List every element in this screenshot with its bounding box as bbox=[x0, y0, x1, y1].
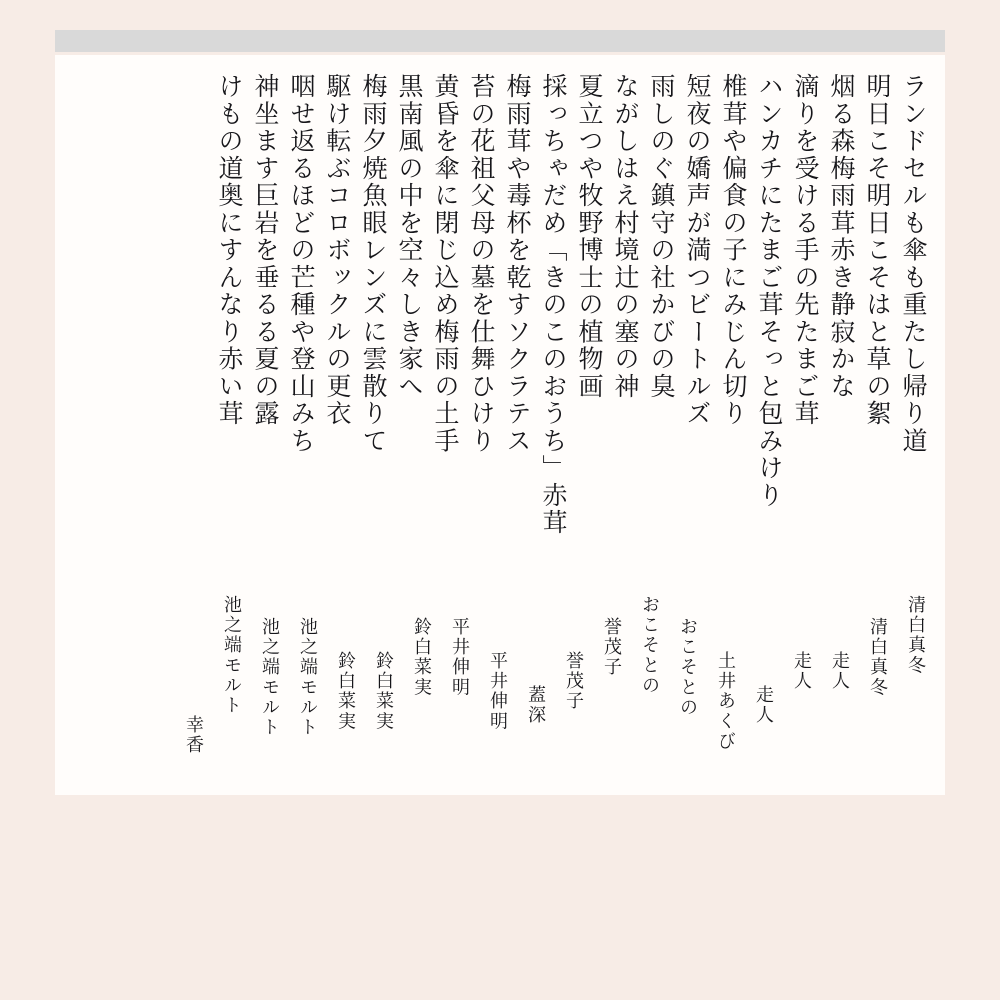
haiku-line: 雨しのぐ鎮守の社かびの臭 bbox=[647, 73, 674, 400]
credit-author: 清白真冬 bbox=[868, 617, 888, 698]
credit-author: 平井伸明 bbox=[450, 617, 470, 698]
haiku-line: 夏立つや牧野博士の植物画 bbox=[575, 73, 602, 400]
credit-author: 幸香 bbox=[184, 715, 204, 756]
haiku-line: 烟る森梅雨茸赤き静寂かな bbox=[827, 73, 854, 400]
haiku-line: ランドセルも傘も重たし帰り道 bbox=[899, 73, 926, 455]
haiku-line: ながしはえ村境辻の塞の神 bbox=[611, 73, 638, 400]
haiku-line: 苔の花祖父母の墓を仕舞ひけり bbox=[467, 73, 494, 455]
haiku-line: 梅雨茸や毒杯を乾すソクラテス bbox=[503, 73, 530, 455]
credit-author: 走人 bbox=[792, 651, 812, 692]
haiku-line: 滴りを受ける手の先たまご茸 bbox=[791, 73, 818, 428]
haiku-line: 黒南風の中を空々しき家へ bbox=[395, 73, 422, 400]
haiku-line: 咽せ返るほどの芒種や登山みち bbox=[287, 73, 314, 455]
document-page bbox=[55, 55, 945, 795]
credit-column-group bbox=[115, 595, 925, 755]
haiku-line: けもの道奥にすんなり赤い茸 bbox=[215, 73, 242, 428]
haiku-line: 短夜の嬌声が満つビートルズ bbox=[683, 73, 710, 428]
haiku-line: 梅雨夕焼魚眼レンズに雲散りて bbox=[359, 73, 386, 455]
credit-author: 誉茂子 bbox=[564, 651, 584, 712]
credit-author: 清白真冬 bbox=[906, 595, 926, 676]
credit-author: 走人 bbox=[754, 685, 774, 726]
credit-author: 池之端モルト bbox=[298, 617, 318, 738]
credit-author: 蓋深 bbox=[526, 685, 546, 726]
credit-author: 鈴白菜実 bbox=[412, 617, 432, 698]
credit-author: おこそとの bbox=[640, 595, 660, 696]
credit-author: 誉茂子 bbox=[602, 617, 622, 678]
credit-author: 鈴白菜実 bbox=[374, 651, 394, 732]
credit-author: 池之端モルト bbox=[222, 595, 242, 716]
credit-author: 池之端モルト bbox=[260, 617, 280, 738]
top-bar bbox=[55, 30, 945, 52]
haiku-line: 神坐ます巨岩を垂るる夏の露 bbox=[251, 73, 278, 428]
credit-author: 平井伸明 bbox=[488, 651, 508, 732]
haiku-line: 駆け転ぶコロボックルの更衣 bbox=[323, 73, 350, 428]
haiku-line: 採っちゃだめ「きのこのおうち」赤茸 bbox=[539, 73, 566, 537]
haiku-line: 明日こそ明日こそはと草の絮 bbox=[863, 73, 890, 428]
credit-author: 土井あくび bbox=[716, 651, 736, 752]
credit-author: おこそとの bbox=[678, 617, 698, 718]
haiku-line: 黄昏を傘に閉じ込め梅雨の土手 bbox=[431, 73, 458, 455]
haiku-line: 椎茸や偏食の子にみじん切り bbox=[719, 73, 746, 428]
credit-author: 鈴白菜実 bbox=[336, 651, 356, 732]
credit-author: 走人 bbox=[830, 651, 850, 692]
haiku-line: ハンカチにたまご茸そっと包みけり bbox=[755, 73, 782, 509]
